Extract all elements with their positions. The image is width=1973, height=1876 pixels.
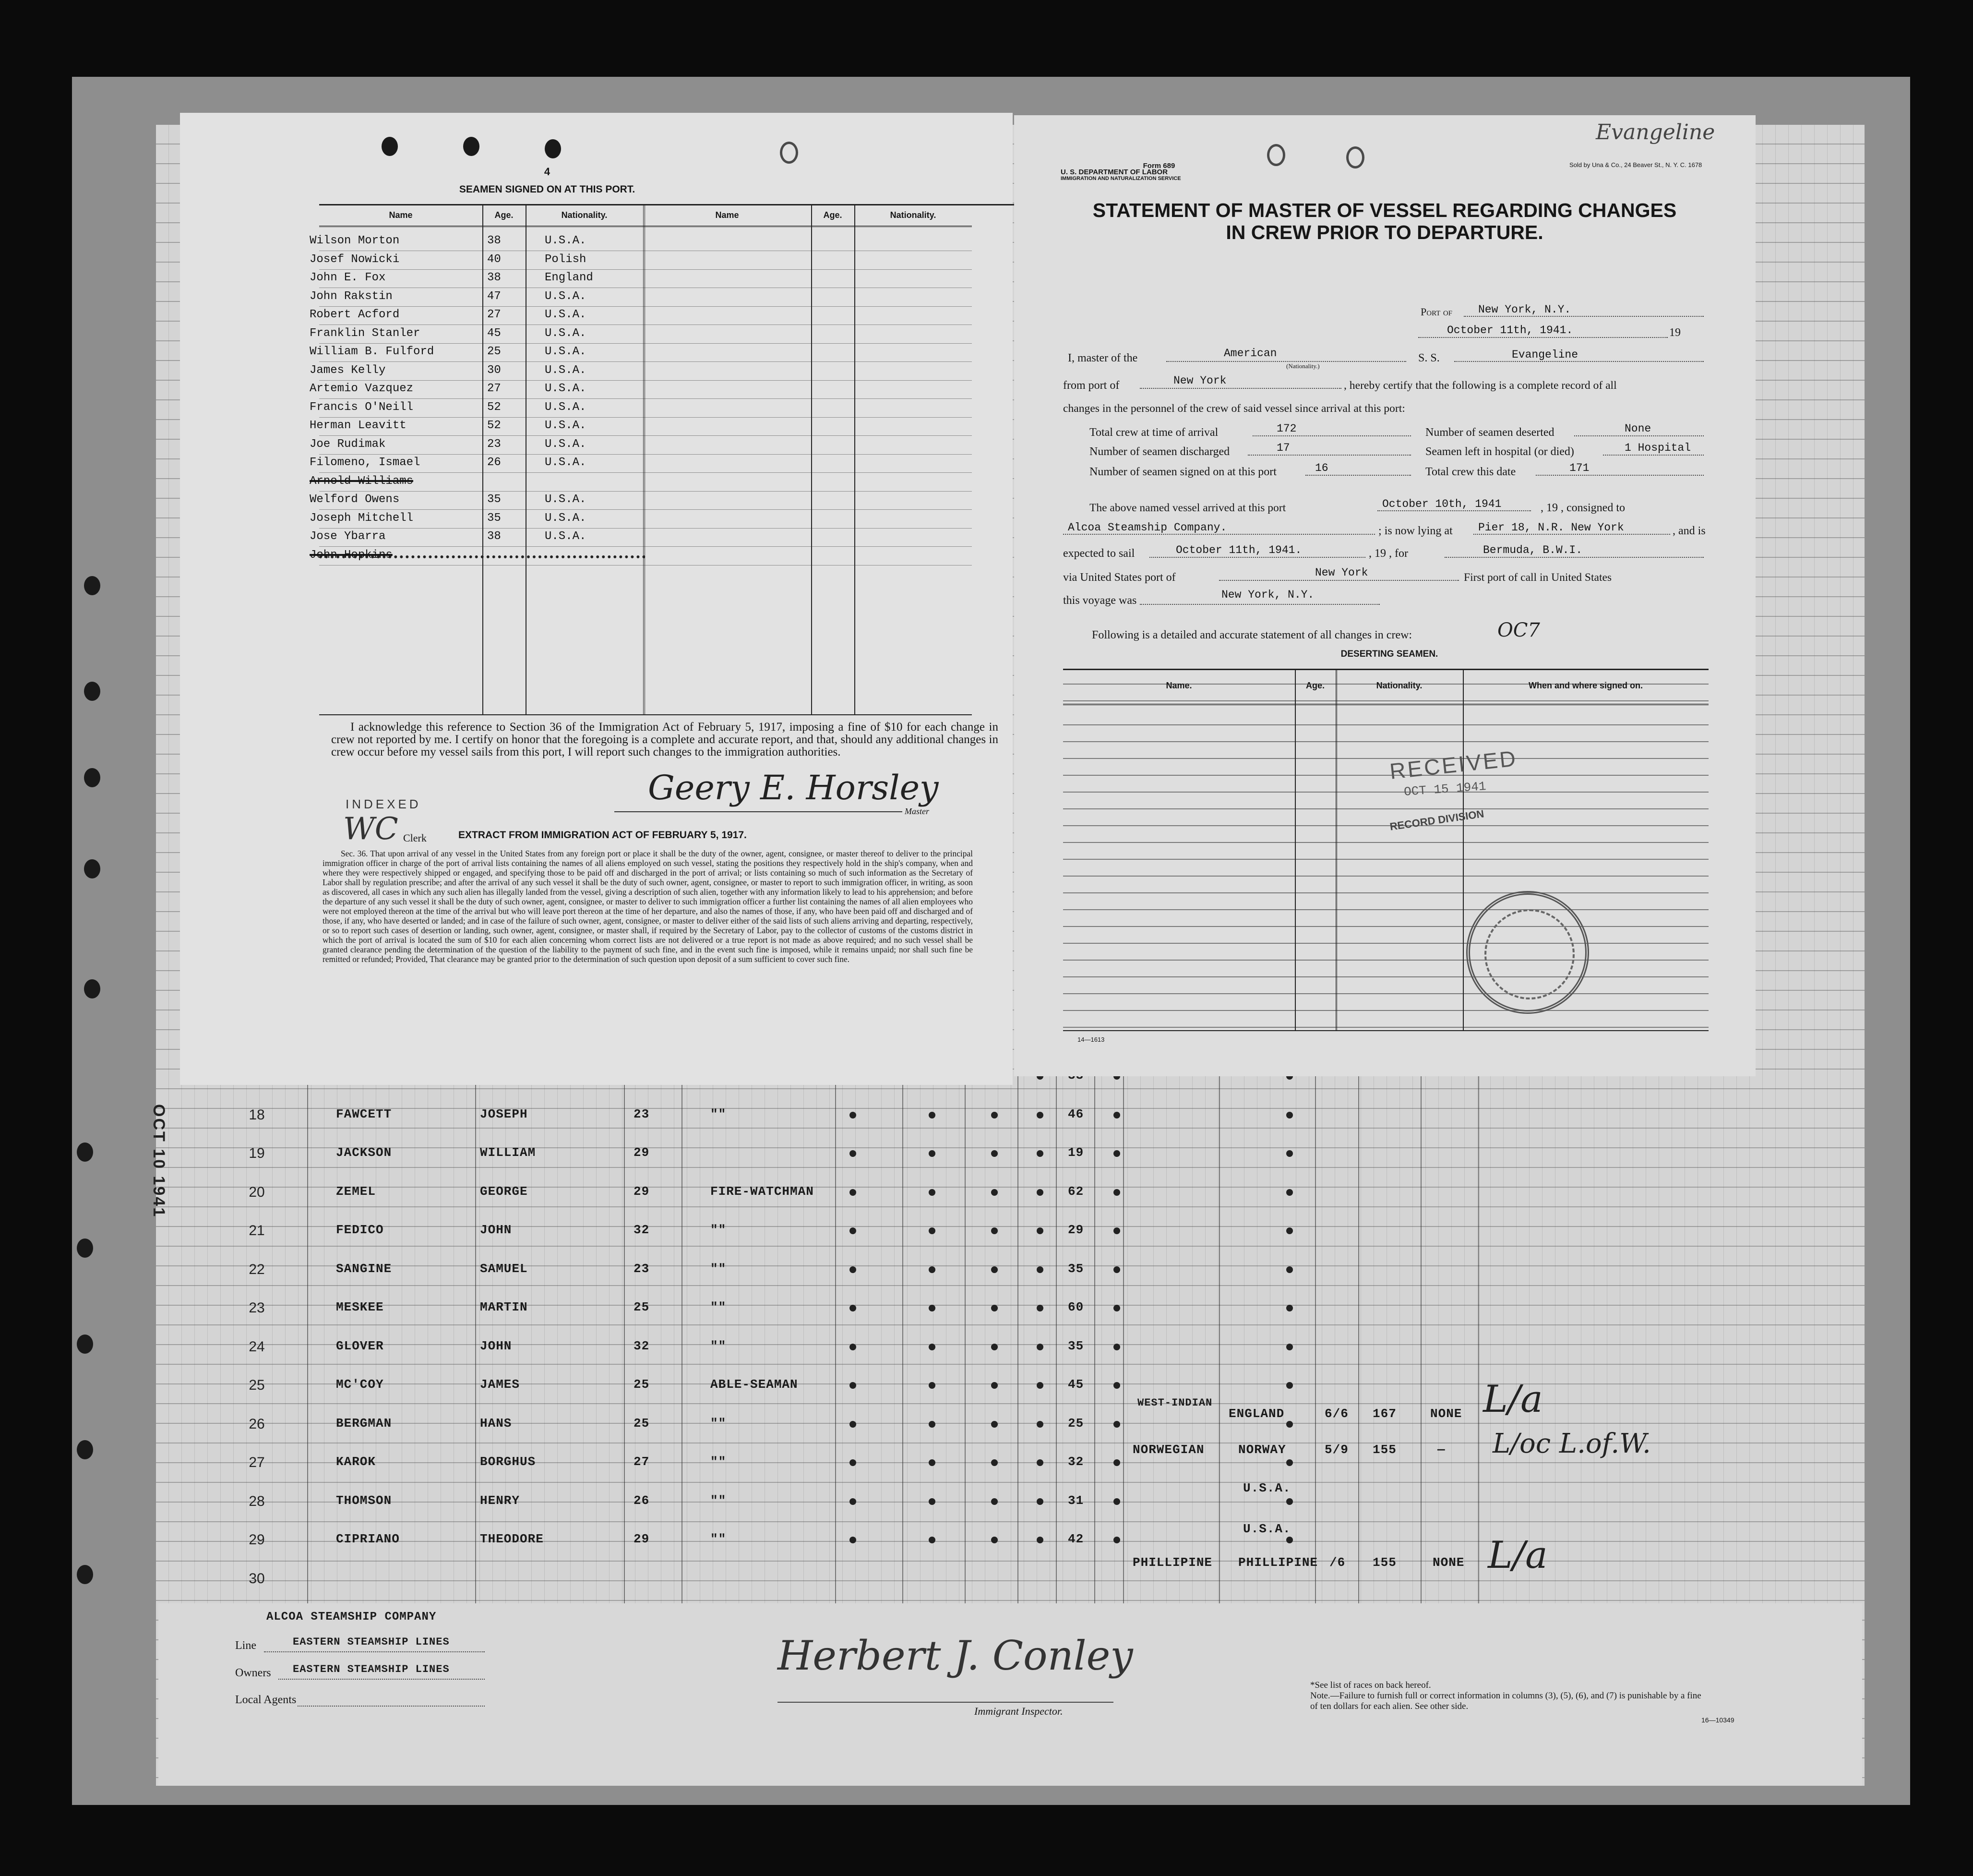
master-of-label: I, master of the [1068,352,1138,364]
manifest-surname: ZEMEL [336,1184,376,1199]
footnote-races: *See list of races on back hereof. [1310,1680,1431,1690]
crew-name: James Kelly [310,363,386,377]
crew-age: 40 [487,253,501,266]
for-label: , 19 , for [1369,547,1408,560]
manifest-row-number: 25 [249,1377,265,1393]
manifest-age: 23 [634,1106,650,1121]
race-entry: PHILLIPINE [1133,1555,1213,1570]
crew-age: 27 [487,382,501,395]
manifest-surname: MC'COY [336,1377,384,1392]
deserting-seamen-table [1063,669,1709,1031]
manifest-rating: FIRE-WATCHMAN [710,1184,814,1199]
punch-hole [84,576,100,595]
crew-age: 45 [487,326,501,340]
first-port-label: First port of call in United States [1464,571,1612,584]
expected-label: expected to sail [1063,547,1135,560]
number-entry: 155 [1373,1443,1397,1457]
extract-title: EXTRACT FROM IMMIGRATION ACT OF FEBRUARY 5, 1917. [458,830,747,841]
lying-at-label: ; is now lying at [1378,525,1453,537]
consignee-value: Alcoa Steamship Company. [1068,521,1227,534]
crew-name: Arnold Williams [310,474,414,488]
manifest-age: 25 [634,1416,650,1431]
crew-age: 23 [487,437,501,451]
crew-name: John E. Fox [310,271,386,284]
manifest-age: 32 [634,1338,650,1353]
footnote-fine: Note.—Failure to furnish full or correct information in columns (3), (5), (6), and (7) is punishable by a fine of ten dollars for each alien. See other side. [1310,1691,1701,1711]
manifest-surname: MESKEE [336,1300,384,1314]
manifest-row-number: 30 [249,1570,265,1587]
col-age: Age. [494,210,514,220]
handwritten-note: L/oc L.of.W. [1493,1428,1651,1459]
manifest-row-number: 21 [249,1223,265,1239]
clerk-label: Clerk [403,832,427,844]
following-text: Following is a detailed and accurate statement of all changes in crew: [1092,629,1412,641]
crew-nationality: U.S.A. [545,456,586,469]
punch-hole [84,768,100,787]
crew-name: Franklin Stanler [310,326,420,340]
corner-handwritten-note: Evangeline [1596,120,1715,144]
stat-value: 1 Hospital [1625,442,1691,454]
from-port-label: from port of [1063,379,1120,392]
manifest-column-value: 19 [1068,1145,1084,1160]
manifest-given-name: JAMES [480,1377,520,1392]
stat-label: Number of seamen discharged [1089,445,1230,458]
crew-nationality: U.S.A. [545,326,586,340]
crew-nationality: U.S.A. [545,437,586,451]
crew-age: 38 [487,234,501,247]
manifest-rating: "" [710,1455,727,1469]
ss-label: S. S. [1418,352,1440,364]
deserting-title: DESERTING SEAMEN. [1340,649,1438,659]
record-division-stamp: RECORD DIVISION [1389,807,1485,833]
manifest-column-value: 31 [1068,1493,1084,1508]
race-entry: WEST-INDIAN [1137,1397,1213,1409]
manifest-row-number: 26 [249,1416,265,1432]
crew-age: 26 [487,456,501,469]
crew-name: John Hopkins [310,548,393,562]
manifest-column-value: 46 [1068,1106,1084,1121]
manifest-rating: "" [710,1223,727,1237]
manifest-age: 23 [634,1261,650,1276]
punch-hole [84,859,100,878]
manifest-surname: THOMSON [336,1493,392,1508]
crew-name: Filomeno, Ismael [310,456,420,469]
crew-name: Joe Rudimak [310,437,386,451]
manifest-given-name: JOHN [480,1338,512,1353]
race-entry: NORWEGIAN [1133,1443,1205,1457]
manifest-age: 26 [634,1493,650,1508]
manifest-age: 32 [634,1223,650,1237]
via-label: via United States port of [1063,571,1176,584]
consigned-label: , 19 , consigned to [1541,502,1625,514]
manifest-column-value: 60 [1068,1300,1084,1314]
punch-hole [84,979,100,998]
local-agents-label: Local Agents [235,1694,297,1706]
stat-value: 171 [1569,462,1590,474]
country-entry: NORWAY [1238,1443,1286,1457]
crew-nationality: U.S.A. [545,308,586,321]
crew-nationality: U.S.A. [545,363,586,377]
received-stamp-date: OCT 15 1941 [1403,779,1487,799]
title-line-2: IN CREW PRIOR TO DEPARTURE. [1226,221,1543,243]
stat-value: None [1625,422,1651,435]
manifest-given-name: HENRY [480,1493,520,1508]
crew-name: John Rakstin [310,289,393,303]
crew-name: Wilson Morton [310,234,400,247]
country-entry: ENGLAND [1229,1407,1285,1421]
crew-name: Herman Leavitt [310,419,407,432]
via-port: New York [1315,566,1368,579]
crew-name: Jose Ybarra [310,530,386,543]
arrived-date: October 10th, 1941 [1382,498,1502,510]
manifest-given-name: HANS [480,1416,512,1431]
crew-name: Artemio Vazquez [310,382,414,395]
from-port-value: New York [1173,374,1227,387]
manifest-row-number: 23 [249,1300,265,1316]
manifest-age: 29 [634,1145,650,1160]
voyage-value: New York, N.Y. [1221,589,1315,601]
status-entry: NONE [1433,1555,1465,1570]
manifest-given-name: WILLIAM [480,1145,536,1160]
stat-label: Seamen left in hospital (or died) [1425,445,1574,458]
crew-name: Welford Owens [310,493,400,506]
department-label: U. S. DEPARTMENT OF LABOR [1061,168,1168,176]
crew-age: 52 [487,419,501,432]
vessel-name: Evangeline [1512,349,1578,361]
crew-age: 52 [487,400,501,414]
manifest-rating: "" [710,1416,727,1431]
pier-value: Pier 18, N.R. New York [1478,521,1624,534]
crew-nationality: Polish [545,253,586,266]
stat-value: 172 [1277,422,1297,435]
title-line-1: STATEMENT OF MASTER OF VESSEL REGARDING CHANGES [1092,199,1677,221]
manifest-given-name: MARTIN [480,1300,528,1314]
strikeout-line [319,555,646,558]
manifest-column-value: 32 [1068,1455,1084,1469]
manifest-column-value: 62 [1068,1184,1084,1199]
manifest-rating: "" [710,1106,727,1121]
number-entry: 167 [1373,1407,1397,1421]
manifest-column-value: 35 [1068,1338,1084,1353]
manifest-age: 27 [634,1455,650,1469]
line-label: Line [235,1639,256,1652]
destination-value: Bermuda, B.W.I. [1483,544,1583,556]
manifest-given-name: JOSEPH [480,1106,528,1121]
punch-hole [1346,146,1364,168]
punch-hole [77,1440,93,1459]
manifest-age: 25 [634,1377,650,1392]
inspector-label: Immigrant Inspector. [974,1705,1063,1717]
page-title: SEAMEN SIGNED ON AT THIS PORT. [459,184,635,195]
circular-seal [1466,891,1589,1014]
crew-age: 47 [487,289,501,303]
crew-name: Josef Nowicki [310,253,400,266]
crew-name: William B. Fulford [310,345,434,358]
nationality-label: (Nationality.) [1286,362,1320,370]
manifest-column-value: 29 [1068,1223,1084,1237]
stat-label: Number of seamen deserted [1425,426,1554,439]
manifest-surname: GLOVER [336,1338,384,1353]
crew-age: 38 [487,530,501,543]
manifest-row-number: 27 [249,1455,265,1470]
crew-age: 35 [487,511,501,525]
manifest-column-value: 45 [1068,1377,1084,1392]
owners-value: EASTERN STEAMSHIP LINES [293,1663,450,1675]
received-date-stamp: OCT 10 1941 [150,1104,168,1218]
stat-value: 16 [1315,462,1328,474]
manifest-rating: "" [710,1300,727,1314]
handwritten-note: L/a [1488,1534,1548,1577]
seamen-table [310,204,972,715]
country-entry: U.S.A. [1243,1522,1291,1536]
crew-nationality: U.S.A. [545,382,586,395]
owners-label: Owners [235,1667,271,1679]
punch-hole [77,1142,93,1162]
line-company-typed: ALCOA STEAMSHIP COMPANY [266,1611,437,1623]
manifest-given-name: THEODORE [480,1532,544,1546]
clerk-initials: WC [343,811,398,847]
arrived-label: The above named vessel arrived at this port [1089,502,1286,514]
manifest-surname: CIPRIANO [336,1532,400,1546]
form-number: Form 689 [1143,162,1175,170]
and-is-label: , and is [1673,525,1706,537]
sail-date: October 11th, 1941. [1176,544,1302,556]
changes-text: changes in the personnel of the crew of said vessel since arrival at this port: [1063,402,1405,415]
col-name: Name [389,210,413,220]
crew-nationality: U.S.A. [545,511,586,525]
crew-nationality: U.S.A. [545,289,586,303]
extract-text: Sec. 36. That upon arrival of any vessel in the United States from any foreign port or place it shall be the duty of the owner, agent, consignee, or master thereof to deliver to the principal immigration officer in charge of the port of arrival lists containing the names of all aliens employed on such vessel, stating the positions they respectively hold in the ship's company, when and where they were respectively shipped or engaged, and specifying those to be paid off and discharged in the port of arrival; or lists containing so much of such information as the Secretary of Labor shall by regulation prescribe; and after the arrival of any such vessel it shall be the duty of such owner, agent, consignee, or master to report to such immigration officer, in writing, as soon as discovered, all cases in which any such alien has illegally landed from the vessel, giving a description of such alien, together with any information likely to lead to his apprehension; and before the departure of any such vessel it shall be the duty of such owner, agent, consignee, or master to deliver to such immigration officer a further list containing the names of all alien employees who were not employed thereon at the time of the arrival but who will leave port thereon at the time of her departure, and also the names of those, if any, who have been paid off and discharged and of those, if any, who have deserted or landed; and in case of the failure of such owner, agent, consignee, or master to deliver either of the said lists of such aliens arriving and departing, respectively, or so to report such cases of desertion or landing, such owner, agent, consignee, or master shall, if required by the Secretary of Labor, pay to the collector of customs of the customs district in which the port of arrival is located the sum of $10 for each alien concerning whom correct lists are not delivered or a true report is not made as above required; and no such vessel shall be granted clearance pending the determination of the question of the liability to the payment of such fine, and in the event such fine is imposed, while it remains unpaid; nor shall such fine be remitted or refunded; Provided, That clearance may be granted prior to the determination of such question upon deposit of a sum sufficient to cover such fine. [323,849,973,964]
col-nationality: Nationality. [561,210,608,220]
cert-entry: 5/9 [1325,1443,1349,1457]
handwritten-note: L/a [1483,1378,1543,1421]
manifest-row-number: 24 [249,1338,265,1355]
line-value: EASTERN STEAMSHIP LINES [293,1636,450,1648]
crew-age: 38 [487,271,501,284]
manifest-rating: "" [710,1532,727,1546]
manifest-row-number: 22 [249,1261,265,1277]
footnotes [1310,1680,1704,1712]
manifest-form-code: 16—10349 [1701,1716,1734,1724]
crew-nationality: U.S.A. [545,345,586,358]
manifest-row-number: 29 [249,1532,265,1548]
port-label: Port of [1421,306,1453,318]
country-entry: U.S.A. [1243,1481,1291,1495]
master-label: Master [905,806,929,816]
punch-hole [1267,144,1285,166]
manifest-age: 25 [634,1300,650,1314]
manifest-rating: "" [710,1493,727,1508]
manifest-row-number: 18 [249,1106,265,1123]
crew-nationality: U.S.A. [545,400,586,414]
page-number: 4 [544,166,550,178]
date-value: October 11th, 1941. [1447,324,1573,337]
cert-entry: /6 [1329,1555,1346,1570]
crew-name: Francis O'Neill [310,400,414,414]
punch-hole [77,1239,93,1258]
stat-label: Total crew this date [1425,466,1516,478]
crew-name: Robert Acford [310,308,400,321]
inspector-signature: Herbert J. Conley [777,1632,1133,1679]
manifest-column-value: 25 [1068,1416,1084,1431]
stat-label: Number of seamen signed on at this port [1089,466,1277,478]
manifest-age: 29 [634,1184,650,1199]
col-age-2: Age. [823,210,842,220]
col-deserter-age: Age. [1305,681,1325,690]
port-value: New York, N.Y. [1478,303,1571,316]
manifest-rating: "" [710,1261,727,1276]
punch-hole [77,1565,93,1584]
col-deserter-name: Name. [1166,681,1192,690]
crew-age: 30 [487,363,501,377]
manifest-given-name: BORGHUS [480,1455,536,1469]
certify-text: , hereby certify that the following is a complete record of all [1344,379,1617,392]
manifest-rating: ABLE-SEAMAN [710,1377,798,1392]
crew-nationality: U.S.A. [545,419,586,432]
status-entry: NONE [1430,1407,1462,1421]
crew-age: 35 [487,493,501,506]
cert-entry: 6/6 [1325,1407,1349,1421]
manifest-surname: FAWCETT [336,1106,392,1121]
manifest-rating: "" [710,1338,727,1353]
nationality-value: American [1224,347,1277,360]
punch-hole [84,682,100,701]
crew-nationality: U.S.A. [545,234,586,247]
voyage-label: this voyage was [1063,594,1137,607]
indexed-stamp: INDEXED [346,797,421,811]
year-suffix: 19 [1669,326,1681,339]
stat-value: 17 [1277,442,1290,454]
acknowledgment-text: I acknowledge this reference to Section 36 of the Immigration Act of February 5, 1917, imposing a fine of $10 for each change in crew not reported by me. I certify on honor that the foregoing is a complete and accurate report, and that, should any additional changes in crew occur before my vessel sails from this port, I will report such changes to the immigration authorities. [331,721,998,758]
handwritten-code: OC7 [1497,619,1540,641]
crew-name: Joseph Mitchell [310,511,414,525]
col-name-2: Name [715,210,739,220]
country-entry: PHILLIPINE [1238,1555,1318,1570]
service-label: IMMIGRATION AND NATURALIZATION SERVICE [1061,176,1181,181]
crew-nationality: U.S.A. [545,530,586,543]
col-deserter-nationality: Nationality. [1376,681,1423,690]
manifest-given-name: JOHN [480,1223,512,1237]
master-signature: Geery E. Horsley [648,768,939,807]
crew-nationality: England [545,271,593,284]
number-entry: 155 [1373,1555,1397,1570]
punch-hole [77,1335,93,1354]
right-page-footer-code: 14—1613 [1077,1036,1105,1043]
crew-age: 27 [487,308,501,321]
col-nationality-2: Nationality. [890,210,936,220]
manifest-given-name: SAMUEL [480,1261,528,1276]
manifest-surname: BERGMAN [336,1416,392,1431]
received-stamp: RECEIVED [1388,746,1519,784]
crew-nationality: U.S.A. [545,493,586,506]
manifest-column-value: 35 [1068,1261,1084,1276]
manifest-row-number: 20 [249,1184,265,1200]
manifest-surname: KAROK [336,1455,376,1469]
manifest-column-value: 42 [1068,1532,1084,1546]
manifest-surname: JACKSON [336,1145,392,1160]
manifest-age: 29 [634,1532,650,1546]
manifest-surname: FEDICO [336,1223,384,1237]
status-entry: — [1437,1443,1446,1457]
manifest-given-name: GEORGE [480,1184,528,1199]
col-deserter-signed-on: When and where signed on. [1528,681,1643,690]
manifest-surname: SANGINE [336,1261,392,1276]
manifest-row-number: 28 [249,1493,265,1509]
crew-age: 25 [487,345,501,358]
manifest-row-number: 19 [249,1145,265,1161]
stat-label: Total crew at time of arrival [1089,426,1219,439]
statement-title [1041,199,1728,243]
seller-note: Sold by Una & Co., 24 Beaver St., N. Y. C. 1678 [1569,161,1702,168]
